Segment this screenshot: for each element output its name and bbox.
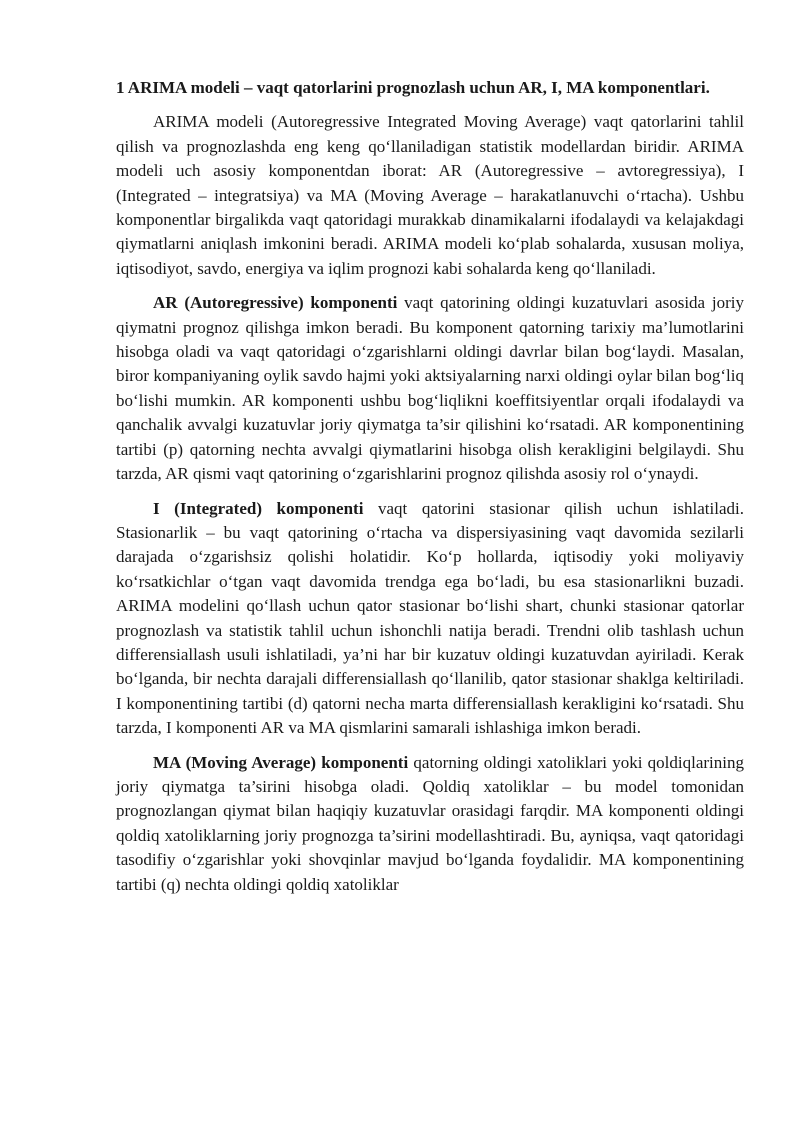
paragraph-text: vaqt qatorining oldingi kuzatuvlari asosida joriy qiymatni prognoz qilishga imkon beradi. Bu komponent qatorning tarixiy ma’lumotlarini hisobga oladi va vaqt qatoridagi o‘zgarishlarni oldingi davrlar bilan bog‘laydi. Masalan, biror kompaniyaning oylik savdo hajmi yoki aktsiyalarning narxi oldingi oylar bilan bog‘liq bo‘lishi mumkin. AR komponenti ushbu bog‘liqlikni koeffitsiyentlar orqali ifodalaydi va qanchalik avvalgi kuzatuvlar joriy qiymatga ta’sir qilishini ko‘rsatadi. AR komponentining tartibi (p) qatorning nechta avvalgi qiymatlarini hisobga olish kerakligini belgilaydi. Shu tarzda, AR qismi vaqt qatorining o‘zgarishlarini prognoz qilishda asosiy rol o‘ynaydi.: [116, 293, 744, 484]
paragraph-i-component: [116, 497, 744, 741]
section-heading: 1 ARIMA modeli – vaqt qatorlarini prognozlash uchun AR, I, MA komponentlari.: [116, 78, 710, 97]
document-page: [116, 76, 744, 907]
paragraph-ar-component: [116, 291, 744, 486]
paragraph-lead: MA (Moving Average) komponenti: [153, 752, 409, 772]
paragraph-lead: AR (Autoregressive) komponenti: [153, 293, 398, 313]
paragraph-text: vaqt qatorini stasionar qilish uchun ishlatiladi. Stasionarlik – bu vaqt qatorining o‘rtacha va dispersiyasining vaqt davomida sezilarli darajada o‘zgarishsiz qolishi holatidir. Ko‘p hollarda, iqtisodiy yoki moliyaviy ko‘rsatkichlar o‘tgan vaqt davomida trendga ega bo‘ladi, bu esa stasionarlikni buzadi. ARIMA modelini qo‘llash uchun qator stasionar bo‘lishi shart, chunki stasionar qatorlar prognozlash va statistik tahlil uchun ishonchli natija beradi. Trendni olib tashlash uchun differensiallash usuli ishlatiladi, ya’ni har bir kuzatuv oldingi kuzatuvdan ayiriladi. Kerak bo‘lganda, bir nechta darajali differensiallash qo‘llanilib, qator stasionar shaklga keltiriladi. I komponentining tartibi (d) qatorni necha marta differensiallash kerakligini ko‘rsatadi. Shu tarzda, I komponenti AR va MA qismlarini samarali ishlashiga imkon beradi.: [116, 498, 744, 738]
paragraph-intro: [116, 110, 744, 281]
paragraph-ma-component: [116, 751, 744, 897]
paragraph-lead: I (Integrated) komponenti: [153, 498, 364, 518]
paragraph-text: qatorning oldingi xatoliklari yoki qoldiqlarining joriy qiymatga ta’sirini hisobga oladi. Qoldiq xatoliklar – bu model tomonidan prognozlangan qiymat bilan haqiqiy kuzatuvlar orasidagi farqdir. MA komponenti oldingi qoldiq xatoliklarning joriy prognozga ta’sirini modellashtiradi. Bu, ayniqsa, vaqt qatoridagi tasodifiy o‘zgarishlar yoki shovqinlar mavjud bo‘lganda foydalidir. MA komponentining tartibi (q) nechta oldingi qoldiq xatoliklar: [116, 752, 744, 894]
paragraph-text: ARIMA modeli (Autoregressive Integrated Moving Average) vaqt qatorlarini tahlil qilish va prognozlashda eng keng qo‘llaniladigan statistik modellardan biridir. ARIMA modeli uch asosiy komponentdan iborat: AR (Autoregressive – avtoregressiya), I (Integrated – integratsiya) va MA (Moving Average – harakatlanuvchi o‘rtacha). Ushbu komponentlar birgalikda vaqt qatoridagi murakkab dinamikalarni ifodalaydi va kelajakdagi qiymatlarni aniqlash imkonini beradi. ARIMA modeli ko‘plab sohalarda, xususan moliya, iqtisodiyot, savdo, energiya va iqlim prognozi kabi sohalarda keng qo‘llaniladi.: [116, 112, 744, 278]
